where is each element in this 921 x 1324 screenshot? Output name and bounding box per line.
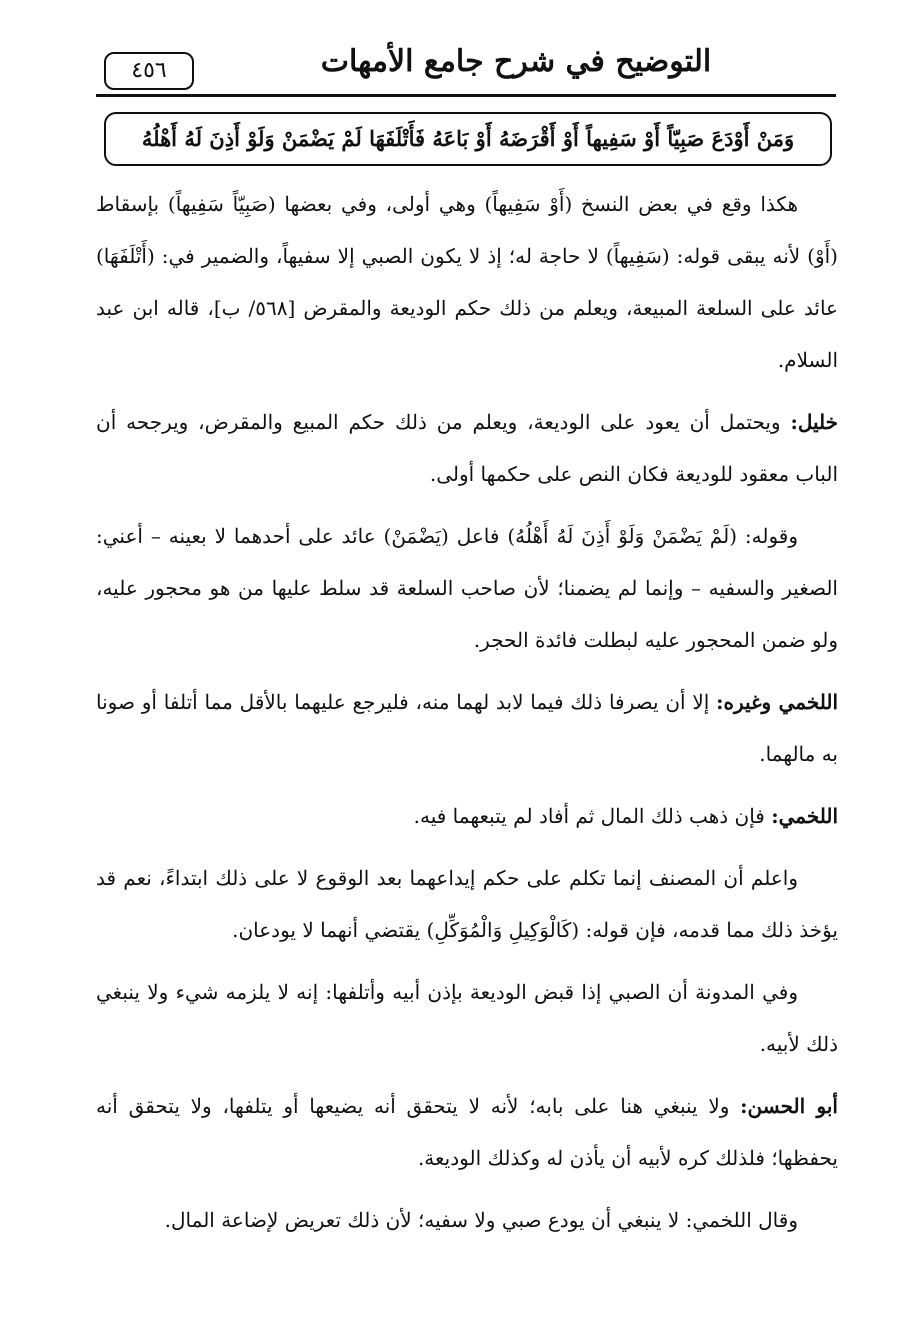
matn-text-box: وَمَنْ أَوْدَعَ صَبِيّاً أَوْ سَفِيهاً أَوْ أَقْرَضَهُ أَوْ بَاعَهُ فَأَتْلَفَهَا لَمْ يَضْمَنْ وَلَوْ أَذِنَ لَهُ أَهْلُهُ: [104, 112, 832, 166]
paragraph-text: وقوله: (لَمْ يَضْمَنْ وَلَوْ أَذِنَ لَهُ أَهْلُهُ) فاعل (يَضْمَنْ) عائد على أحدهما لا بعينه – أعني: الصغير والسفيه – وإنما لم يضمنا؛ لأن صاحب السلعة قد سلط عليها من هو محجور عليه، ولو ضمن المحجور عليه لبطلت فائدة الحجر.: [96, 524, 838, 652]
paragraph: [96, 1194, 838, 1246]
paragraph: [96, 966, 838, 1070]
paragraph-text: ولا ينبغي هنا على بابه؛ لأنه لا يتحقق أنه يضيعها أو يتلفها، ولا يتحقق أنه يحفظها؛ فلذلك كره لأبيه أن يأذن له وكذلك الوديعة.: [96, 1094, 838, 1170]
commentary-body: [96, 178, 838, 1256]
paragraph-text: إلا أن يصرفا ذلك فيما لابد لهما منه، فليرجع عليهما بالأقل مما أتلفا أو صونا به مالهما.: [96, 690, 838, 766]
paragraph: [96, 852, 838, 956]
running-title: التوضيح في شرح جامع الأمهات: [320, 44, 712, 79]
paragraph-text: واعلم أن المصنف إنما تكلم على حكم إيداعهما بعد الوقوع لا على ذلك ابتداءً، نعم قد يؤخذ ذلك مما قدمه، فإن قوله: (كَالْوَكِيلِ وَالْمُوَكِّلِ) يقتضي أنهما لا يودعان.: [96, 866, 838, 942]
speaker-label: اللخمي وغيره:: [716, 690, 838, 714]
paragraph: [96, 178, 838, 386]
paragraph: [96, 790, 838, 842]
speaker-label: اللخمي:: [771, 804, 838, 828]
paragraph-text: هكذا وقع في بعض النسخ (أَوْ سَفِيهاً) وهي أولى، وفي بعضها (صَبِيّاً سَفِيهاً) بإسقاط (أَوْ) لأنه يبقى قوله: (سَفِيهاً) لا حاجة له؛ إذ لا يكون الصبي إلا سفيهاً، والضمير في: (أَتْلَفَهَا) عائد على السلعة المبيعة، ويعلم من ذلك حكم الوديعة والمقرض [٥٦٨/ ب]، قاله ابن عبد السلام.: [96, 192, 838, 372]
paragraph: [96, 396, 838, 500]
page-header: [96, 42, 836, 97]
speaker-label: أبو الحسن:: [740, 1094, 838, 1118]
paragraph: [96, 1080, 838, 1184]
paragraph-text: فإن ذهب ذلك المال ثم أفاد لم يتبعهما فيه.: [413, 804, 772, 828]
paragraph-text: وفي المدونة أن الصبي إذا قبض الوديعة بإذن أبيه وأتلفها: إنه لا يلزمه شيء ولا ينبغي ذلك لأبيه.: [96, 980, 838, 1056]
paragraph: [96, 510, 838, 666]
paragraph-text: ويحتمل أن يعود على الوديعة، ويعلم من ذلك حكم المبيع والمقرض، ويرجحه أن الباب معقود للوديعة فكان النص على حكمها أولى.: [96, 410, 838, 486]
page-number: ٤٥٦: [104, 52, 194, 90]
paragraph-text: وقال اللخمي: لا ينبغي أن يودع صبي ولا سفيه؛ لأن ذلك تعريض لإضاعة المال.: [164, 1208, 798, 1232]
paragraph: [96, 676, 838, 780]
speaker-label: خليل:: [790, 410, 838, 434]
